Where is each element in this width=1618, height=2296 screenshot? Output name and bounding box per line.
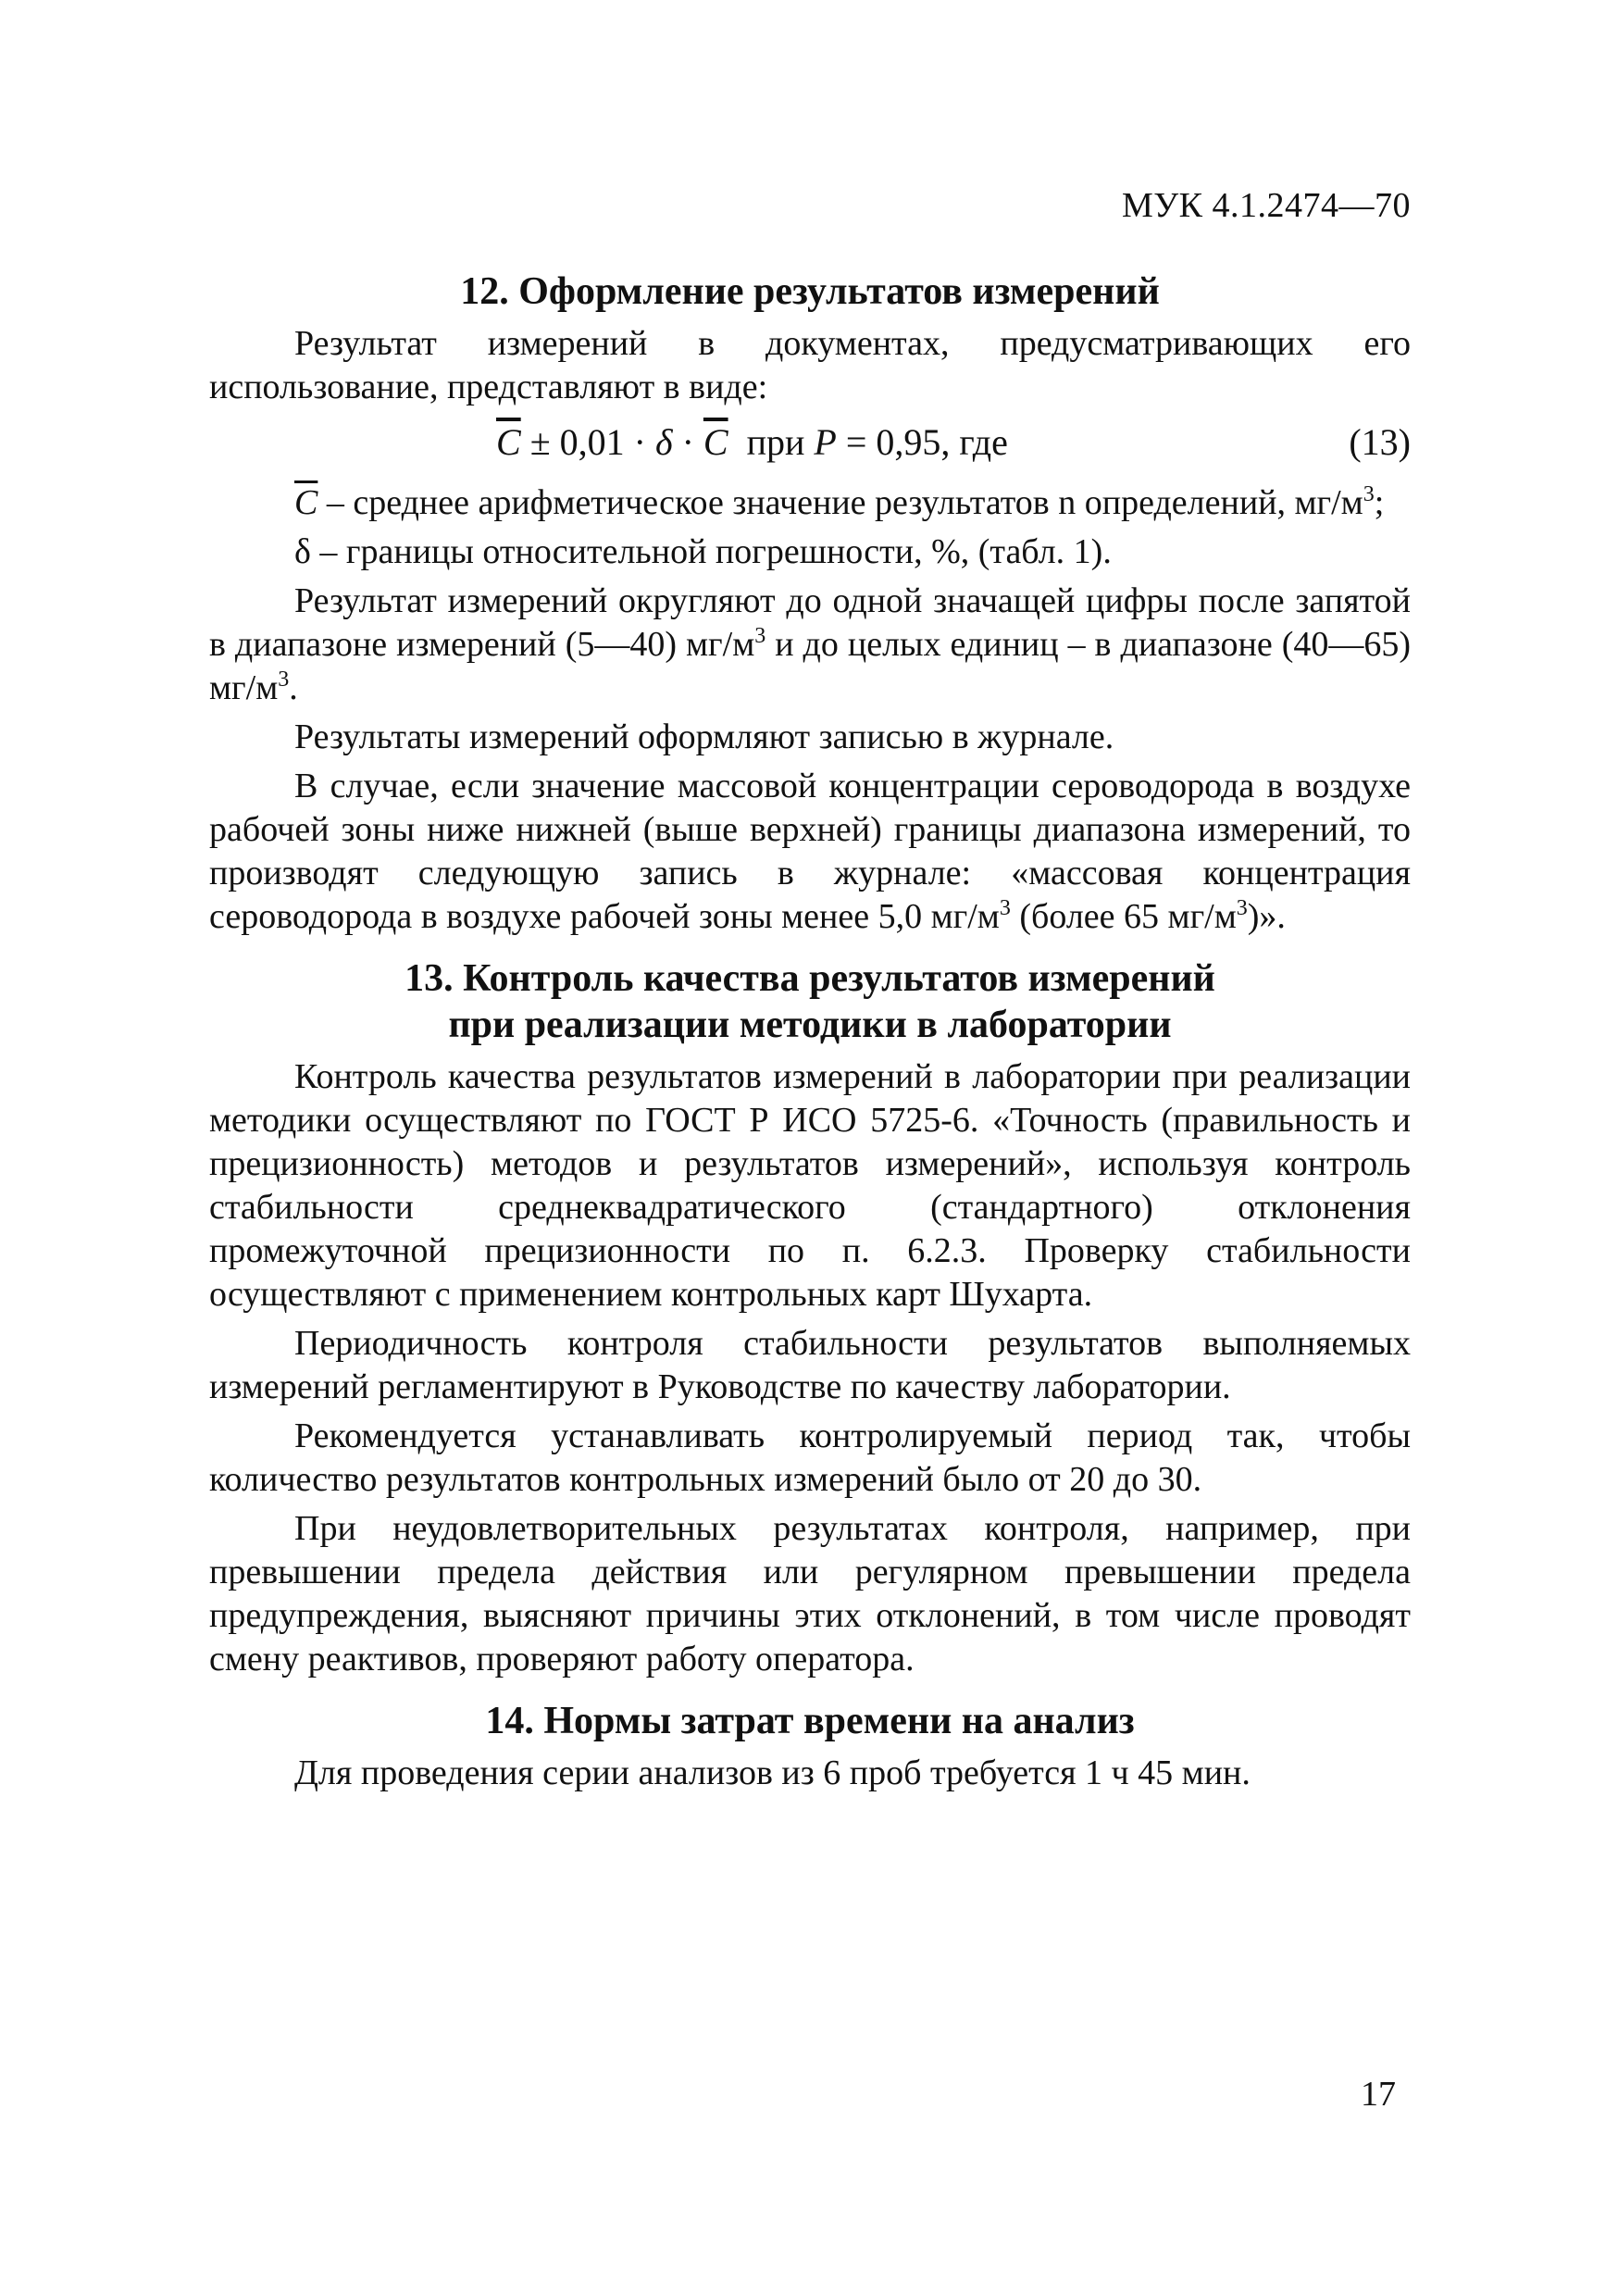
section-13-paragraph-1: Контроль качества результатов измерений в лаборатории при реализации методики осуществляют по ГОСТ Р ИСО 5725-6. «Точность (правильность и прецизионность) методов и результатов измерений», используя контроль стабильности среднеквадратического (стандартного) отклонения промежуточной прецизионности по п. 6.2.3. Проверку стабильности осуществляют с применением контрольных карт Шухарта. xyxy=(209,1057,1411,1314)
formula-c-mean: $\overline{C}$ xyxy=(496,421,521,463)
section-13-title xyxy=(209,955,1411,1048)
section-13-title-line-2: при реализации методики в лаборатории xyxy=(448,1004,1172,1046)
definition-c-end: ; xyxy=(1374,483,1385,522)
formula-delta: δ xyxy=(654,421,673,463)
paragraph-4-part-a: В случае, если значение массовой концентрации сероводорода в воздухе рабочей зоны ниже нижней (выше верхней) границы диапазона измерений, то производят следующую запись в журнале: «массовая концентрация сероводорода в воздухе рабочей зоны менее 5,0 мг/м xyxy=(209,767,1411,936)
section-13-paragraph-3: Рекомендуется устанавливать контролируемый период так, чтобы количество результатов контрольных измерений было от 20 до 30. xyxy=(209,1416,1411,1499)
formula-condition-tail: = 0,95, где xyxy=(836,421,1008,463)
formula-13 xyxy=(209,415,1411,472)
equation-number: (13) xyxy=(1349,421,1411,463)
section-13-title-line-1: 13. Контроль качества результатов измерений xyxy=(404,957,1215,1000)
section-12-title: 12. Оформление результатов измерений xyxy=(460,270,1160,313)
definition-c-symbol: $\overline{C}$ xyxy=(294,483,318,522)
definition-delta: δ – границы относительной погрешности, %, (табл. 1). xyxy=(294,532,1112,571)
paragraph-4-part-c: )». xyxy=(1247,897,1286,936)
formula-p-variable: P xyxy=(814,421,837,463)
section-13-paragraph-2: Периодичность контроля стабильности результатов выполняемых измерений регламентируют в Руководстве по качеству лаборатории. xyxy=(209,1324,1411,1406)
section-12-paragraph-3: Результаты измерений оформляют записью в журнале. xyxy=(294,718,1114,756)
section-12-paragraph-1: Результат измерений в документах, предусматривающих его использование, представляют в виде: xyxy=(209,324,1411,406)
paragraph-4-part-b: (более 65 мг/м xyxy=(1010,897,1237,936)
paragraph-2-part-a: Результат измерений округляют до одной значащей цифры после запятой в диапазоне измерений (5—40) мг/м xyxy=(209,581,1411,664)
paragraph-4-sup-2: 3 xyxy=(1236,896,1248,920)
section-13-paragraph-4: При неудовлетворительных результатах контроля, например, при превышении предела действия или регулярном превышении предела предупреждения, выясняют причины этих отклонений, в том числе проводят смену реактивов, проверяют работу оператора. xyxy=(209,1509,1411,1678)
section-12-paragraph-2 xyxy=(209,580,1411,710)
document-code: МУК 4.1.2474—70 xyxy=(1121,186,1411,225)
formula-c-mean-2: $\overline{C}$ xyxy=(703,421,728,463)
page-number: 17 xyxy=(1361,2075,1396,2114)
section-12-paragraph-4 xyxy=(209,765,1411,939)
paragraph-2-part-c: . xyxy=(289,668,298,707)
formula-part-1: ± 0,01 · xyxy=(520,421,655,463)
paragraph-2-part-b: и до целых единиц – в диапазоне (40—65) мг/м xyxy=(209,625,1412,707)
paragraph-2-sup-1: 3 xyxy=(754,624,766,648)
definition-c-mean xyxy=(209,481,1411,525)
paragraph-4-sup-1: 3 xyxy=(999,896,1011,920)
paragraph-2-sup-2: 3 xyxy=(278,668,290,692)
definition-c-text: – среднее арифметическое значение результатов n определений, мг/м xyxy=(317,483,1363,522)
formula-expression xyxy=(496,420,1008,464)
definition-c-sup: 3 xyxy=(1363,482,1375,506)
formula-condition: при xyxy=(746,421,815,463)
section-14-paragraph-1: Для проведения серии анализов из 6 проб требуется 1 ч 45 мин. xyxy=(294,1753,1251,1792)
formula-part-2: · xyxy=(672,421,703,463)
section-14-title: 14. Нормы затрат времени на анализ xyxy=(485,1700,1135,1742)
page-content xyxy=(209,268,1411,1801)
